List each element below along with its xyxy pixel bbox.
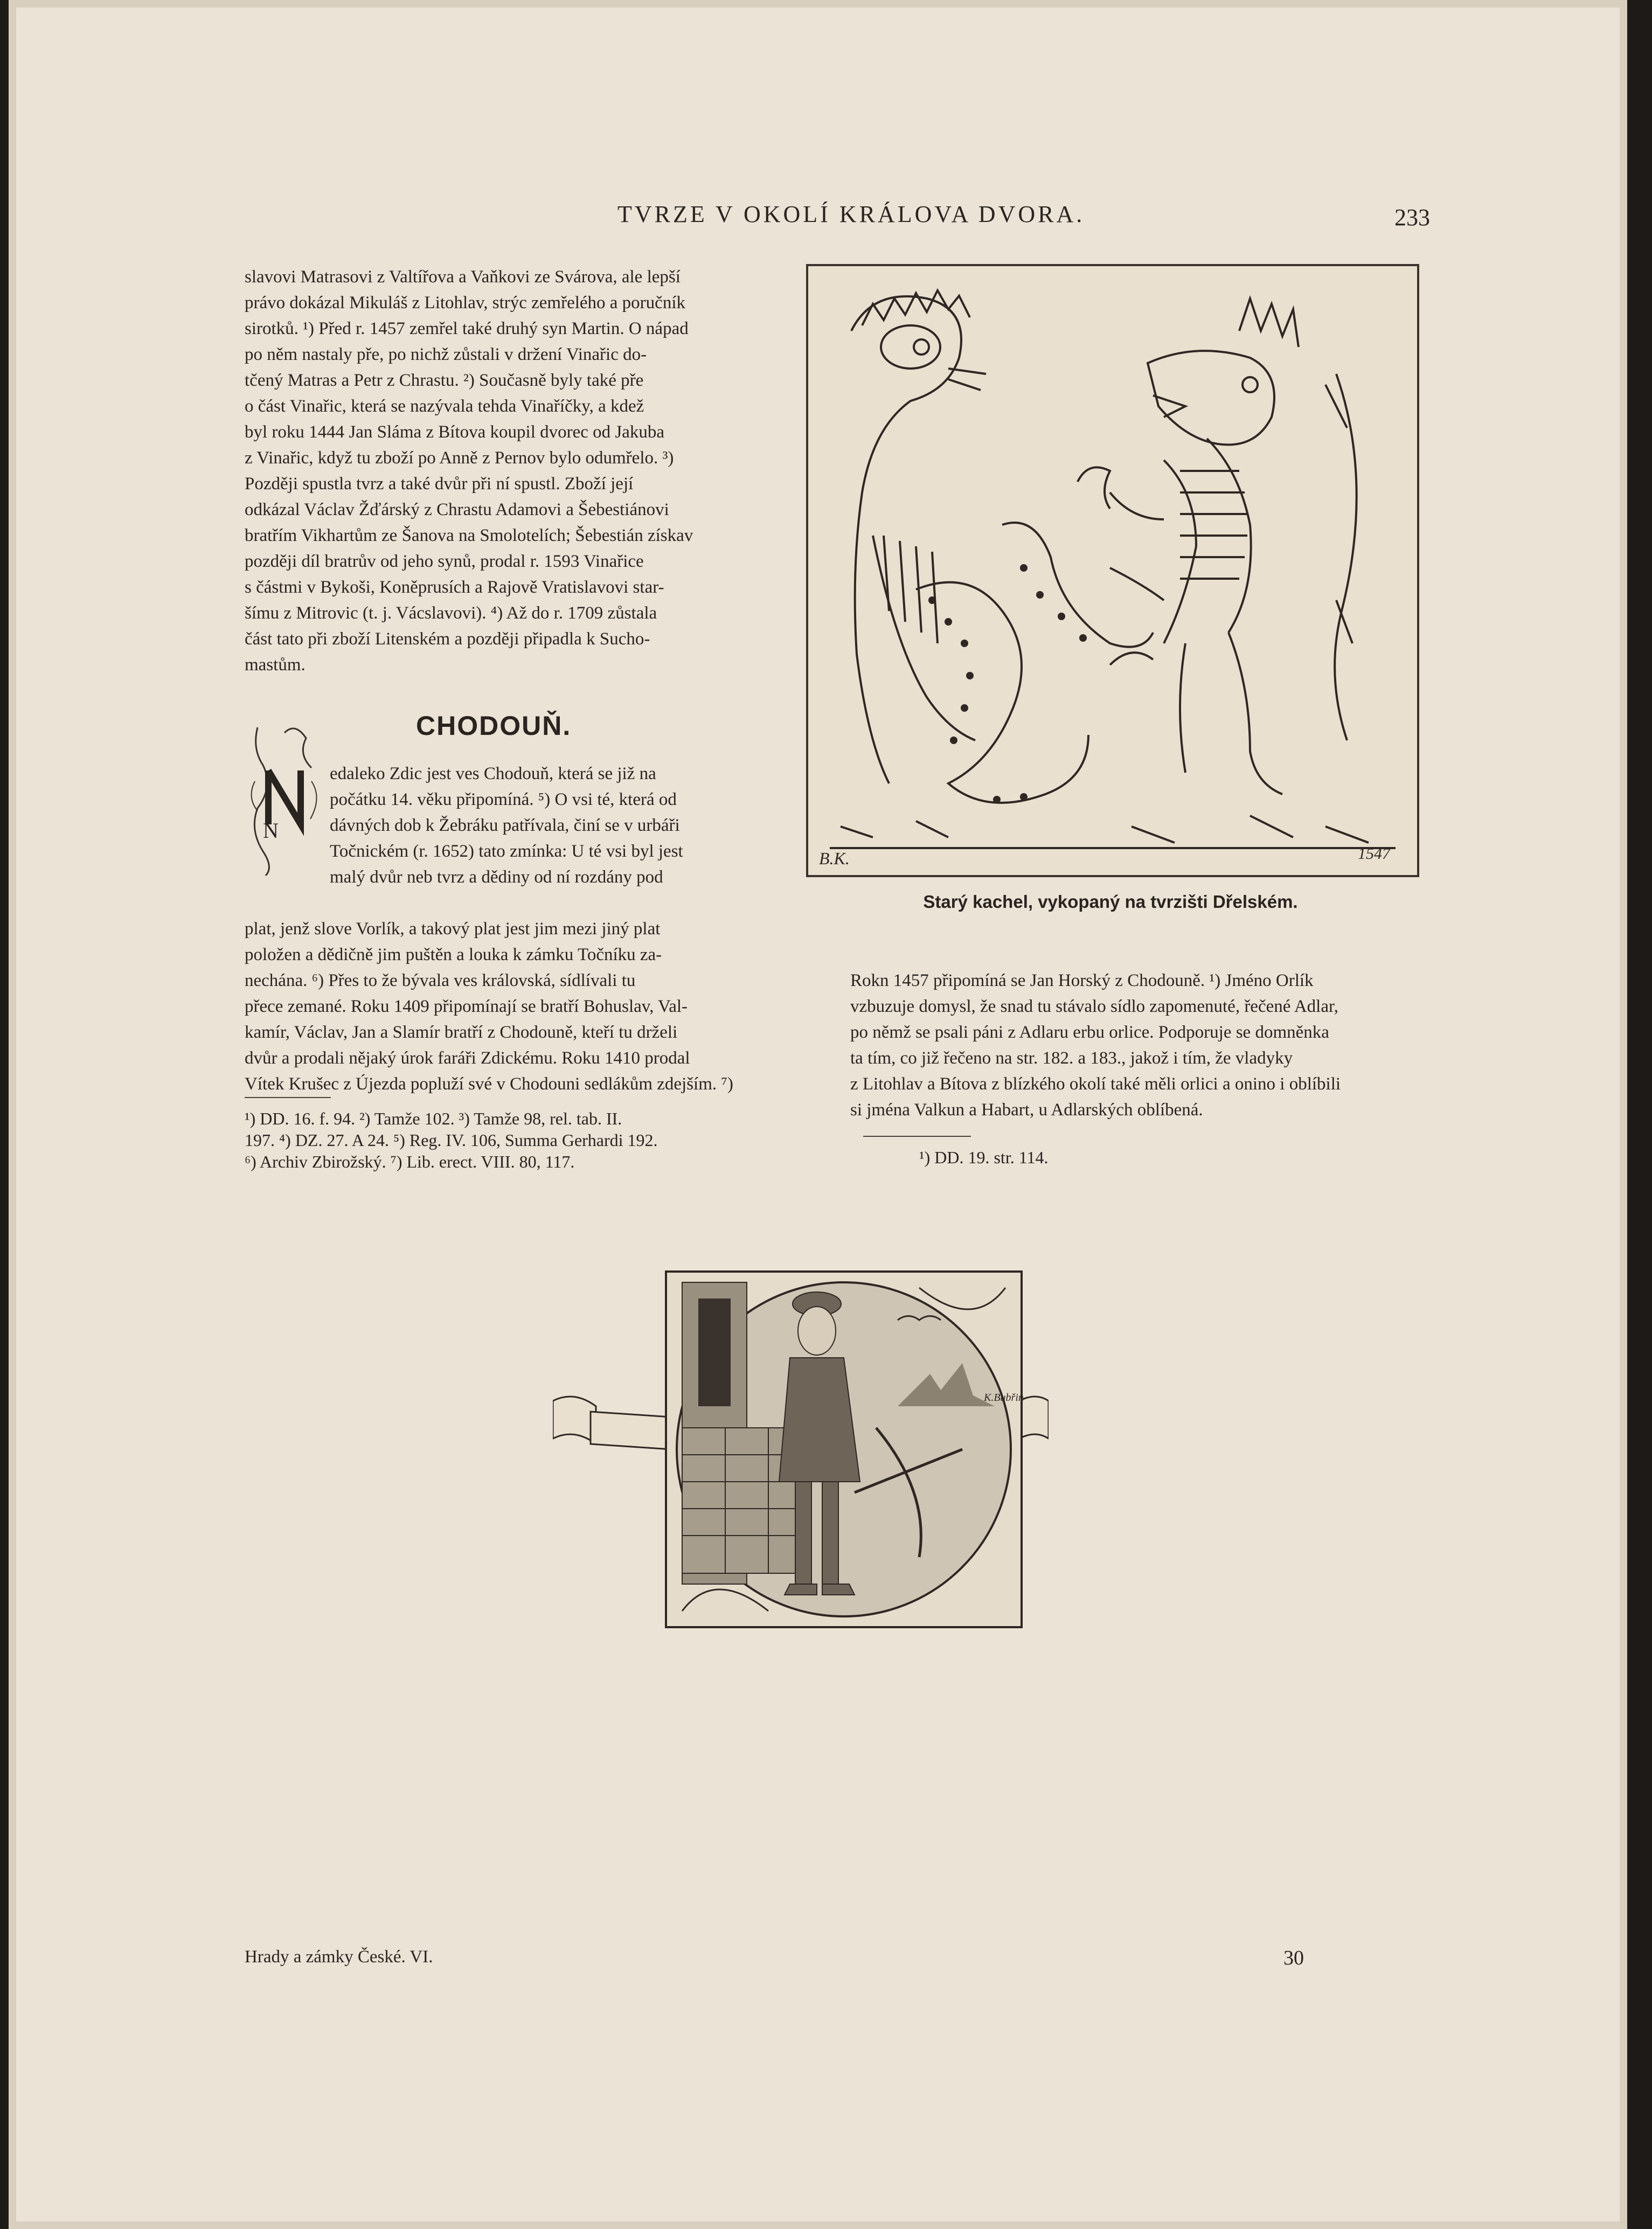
right-footnote: ¹) DD. 19. str. 114.	[919, 1148, 1049, 1167]
text-line: bratřím Vikhartům ze Šanova na Smolotelích; Šebestián získav	[245, 526, 693, 545]
text-line: vzbuzuje domysl, že snad tu stávalo sídlo zapomenuté, řečené Adlar,	[850, 997, 1338, 1016]
footnote-rule	[863, 1136, 971, 1137]
text-line: Rokn 1457 připomíná se Jan Horský z Chodouně. ¹) Jméno Orlík	[850, 971, 1314, 990]
text-line: položen a dědičně jim puštěn a louka k zámku Točníku za-	[245, 945, 662, 964]
signature-number: 30	[1283, 1947, 1304, 1969]
text-line: nechána. ⁶) Přes to že bývala ves královská, sídlívali tu	[245, 971, 636, 990]
text-line: s částmi v Bykoši, Koněprusích a Rajově Vratislavovi star-	[245, 578, 664, 597]
text-line: později díl bratrův od jeho synů, prodal r. 1593 Vinařice	[245, 552, 644, 571]
text-line: šímu z Mitrovic (t. j. Vácslavovi). ⁴) Až do r. 1709 zůstala	[245, 603, 657, 623]
text-line: po něm nastaly pře, po nichž zůstali v držení Vinařic do-	[245, 345, 647, 364]
artist-signature: B.K.	[819, 849, 850, 868]
text-line: část tato při zboží Litenském a později připadla k Sucho-	[245, 629, 650, 649]
text-line: Točnickém (r. 1652) tato zmínka: U té vsi byl jest	[330, 842, 683, 861]
tile-drawing	[808, 266, 1417, 875]
text-line: kamír, Václav, Jan a Slamír bratří z Chodouně, kteří tu drželi	[245, 1023, 678, 1042]
text-line: o část Vinařic, která se nazývala tehda Vinaříčky, a kdež	[245, 397, 644, 416]
text-line: po němž se psali páni z Adlaru erbu orlice. Podporuje se domněnka	[850, 1023, 1329, 1042]
text-line: dávných dob k Žebráku patřívala, činí se v urbáři	[330, 816, 680, 835]
left-footnotes	[245, 1108, 763, 1172]
right-column-paragraph	[850, 968, 1411, 1123]
footnote-line: ¹) DD. 16. f. 94. ²) Tamže 102. ³) Tamže 98, rel. tab. II.	[245, 1109, 622, 1128]
text-line: přece zemané. Roku 1409 připomínají se bratří Bohuslav, Val-	[245, 997, 688, 1016]
left-column-top-paragraph	[245, 264, 763, 678]
text-line: byl roku 1444 Jan Sláma z Bítova koupil dvorec od Jakuba	[245, 422, 665, 442]
tile-illustration	[806, 264, 1419, 877]
text-line: Později spustla tvrz a také dvůr při ní spustl. Zboží její	[245, 474, 634, 494]
text-line: dvůr a prodali nějaký úrok faráři Zdickému. Roku 1410 prodal	[245, 1048, 690, 1068]
footnote-rule	[245, 1097, 331, 1098]
text-line: Vítek Krušec z Újezda popluží své v Chodouni sedlákům zdejším. ⁷)	[245, 1074, 733, 1094]
date-signature: 1547	[1358, 845, 1390, 863]
figure-caption: Starý kachel, vykopaný na tvrzišti Dřelském.	[923, 892, 1298, 912]
left-column-continued	[245, 916, 763, 1097]
text-line: plat, jenž slove Vorlík, a takový plat jest jim mezi jiný plat	[245, 919, 661, 939]
text-line: odkázal Václav Žďárský z Chrastu Adamovi a Šebestiánovi	[245, 500, 669, 519]
initial-letter: N	[263, 818, 279, 843]
text-line: sirotků. ¹) Před r. 1457 zemřel také druhý syn Martin. O nápad	[245, 319, 689, 338]
section-heading: CHODOUŇ.	[416, 711, 572, 741]
text-line: tčený Matras a Petr z Chrastu. ²) Současně byly také pře	[245, 371, 644, 390]
footnote-line: ⁶) Archiv Zbirožský. ⁷) Lib. erect. VIII. 80, 117.	[245, 1152, 575, 1171]
footnote-line: 197. ⁴) DZ. 27. A 24. ⁵) Reg. IV. 106, Summa Gerhardi 192.	[245, 1130, 658, 1150]
text-line: ta tím, co již řečeno na str. 182. a 183., jakož i tím, že vladyky	[850, 1048, 1293, 1068]
text-line: si jména Valkun a Habart, u Adlarských oblíbená.	[850, 1100, 1203, 1120]
book-title-footer: Hrady a zámky České. VI.	[245, 1947, 433, 1967]
text-line: z Litohlav a Bítova z blízkého okolí také měli orlici a onino i oblíbili	[850, 1074, 1341, 1094]
left-column-indented-lines	[330, 761, 763, 890]
archer-vignette	[553, 1266, 1049, 1633]
text-line: edaleko Zdic jest ves Chodouň, která se již na	[330, 764, 656, 783]
text-line: mastům.	[245, 655, 306, 675]
text-line: malý dvůr neb tvrz a dědiny od ní rozdány pod	[330, 867, 663, 887]
decorated-initial-n	[247, 717, 328, 878]
running-title: TVRZE V OKOLÍ KRÁLOVA DVORA.	[617, 201, 1085, 227]
text-line: počátku 14. věku připomíná. ⁵) O vsi té, která od	[330, 790, 677, 809]
text-line: slavovi Matrasovi z Valtířova a Vaňkovi ze Svárova, ale lepší	[245, 267, 681, 287]
text-line: z Vinařic, když tu zboží po Anně z Pernov bylo odumřelo. ³)	[245, 448, 674, 468]
vignette-signature: K.Bubřin	[984, 1392, 1024, 1404]
text-line: právo dokázal Mikuláš z Litohlav, strýc zemřelého a poručník	[245, 293, 685, 313]
page-number: 233	[1394, 204, 1430, 231]
book-page	[9, 0, 1627, 2229]
